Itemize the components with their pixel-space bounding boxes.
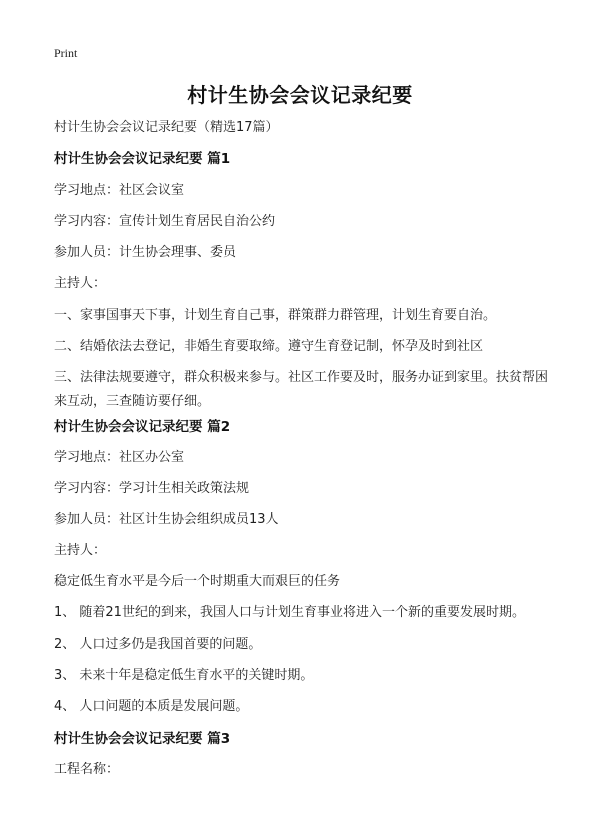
section-heading: 村计生协会会议记录纪要 篇2 xyxy=(54,419,231,435)
paragraph: 二、结婚依法去登记，非婚生育要取缔。遵守生育登记制，怀孕及时到社区 xyxy=(54,339,484,354)
document-title: 村计生协会会议记录纪要 xyxy=(187,83,413,107)
paragraph: 主持人： xyxy=(54,543,107,558)
paragraph: 稳定低生育水平是今后一个时期重大而艰巨的任务 xyxy=(54,574,341,589)
paragraph: 主持人： xyxy=(54,276,107,291)
paragraph: 三、法律法规要遵守，群众积极来参与。社区工作要及时，服务办证到家里。扶贫帮困来互动，三查随访要仔细。 xyxy=(54,370,549,409)
paragraph: 学习内容：学习计生相关政策法规 xyxy=(54,481,250,496)
paragraph: 学习地点：社区办公室 xyxy=(54,450,185,465)
intro-line: 村计生协会会议记录纪要（精选17篇） xyxy=(54,120,279,135)
paragraph: 工程名称： xyxy=(54,762,120,777)
paragraph: 1、 随着21世纪的到来，我国人口与计划生育事业将进入一个新的重要发展时期。 xyxy=(54,605,525,620)
section-heading: 村计生协会会议记录纪要 篇3 xyxy=(54,731,231,747)
paragraph: 2、 人口过多仍是我国首要的问题。 xyxy=(54,637,262,652)
paragraph: 学习内容：宣传计划生育居民自治公约 xyxy=(54,214,276,229)
print-label: Print xyxy=(54,46,78,60)
section-heading: 村计生协会会议记录纪要 篇1 xyxy=(54,151,231,167)
paragraph: 学习地点：社区会议室 xyxy=(54,183,185,198)
paragraph: 3、 未来十年是稳定低生育水平的关键时期。 xyxy=(54,668,314,683)
paragraph: 4、 人口问题的本质是发展问题。 xyxy=(54,699,249,714)
paragraph: 一、家事国事天下事，计划生育自己事，群策群力群管理，计划生育要自治。 xyxy=(54,308,497,323)
paragraph: 参加人员：社区计生协会组织成员13人 xyxy=(54,512,279,527)
paragraph: 参加人员：计生协会理事、委员 xyxy=(54,245,237,260)
